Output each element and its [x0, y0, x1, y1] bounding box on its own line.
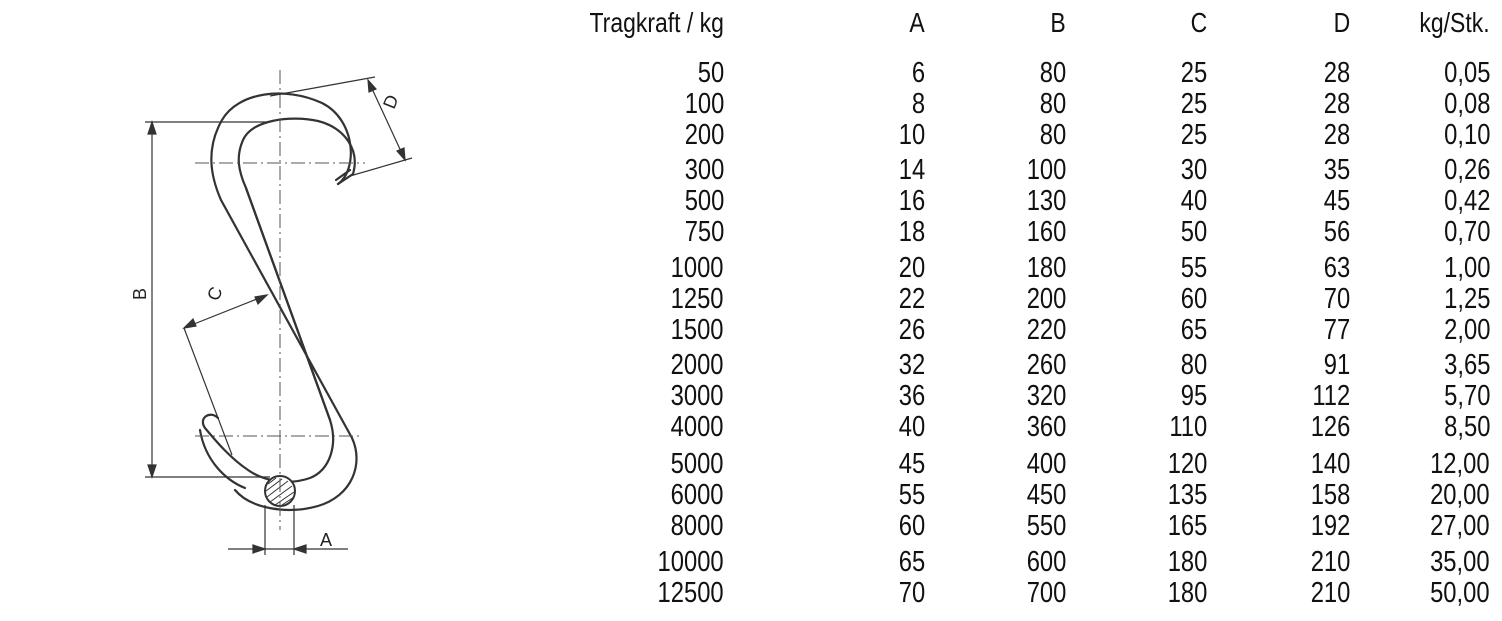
cell-b: 80 — [1039, 88, 1066, 121]
cell-b: 550 — [1026, 510, 1066, 543]
cell-a: 8 — [911, 88, 925, 121]
cell-d: 140 — [1310, 448, 1350, 480]
cell-d: 28 — [1323, 119, 1350, 152]
cell-tragkraft: 8000 — [671, 510, 724, 543]
cell-d: 126 — [1310, 411, 1350, 444]
cell-gewicht: 20,00 — [1430, 479, 1490, 512]
cell-gewicht: 0,05 — [1443, 57, 1490, 89]
cell-b: 80 — [1039, 57, 1066, 89]
column-header-tragkraft: Tragkraft / kg — [589, 7, 724, 38]
cell-c: 95 — [1180, 380, 1207, 413]
cell-d: 35 — [1323, 154, 1350, 186]
dimension-a-label: A — [320, 530, 333, 550]
cell-tragkraft: 1250 — [671, 283, 724, 316]
cell-b: 130 — [1026, 185, 1066, 218]
cell-b: 220 — [1026, 314, 1066, 347]
cell-gewicht: 50,00 — [1430, 577, 1490, 610]
cell-a: 14 — [898, 154, 925, 186]
cell-b: 100 — [1026, 154, 1066, 186]
cell-a: 18 — [898, 216, 925, 249]
cell-b: 180 — [1026, 252, 1066, 284]
cell-gewicht: 35,00 — [1430, 546, 1490, 578]
dimension-c — [184, 295, 267, 455]
cell-tragkraft: 3000 — [671, 380, 724, 413]
cell-b: 80 — [1039, 119, 1066, 152]
column-header-d: D — [1333, 7, 1350, 38]
cell-d: 112 — [1312, 380, 1350, 413]
hook-outline — [200, 94, 357, 510]
cell-tragkraft: 1000 — [671, 252, 724, 284]
cell-gewicht: 0,70 — [1443, 216, 1490, 249]
cell-b: 160 — [1026, 216, 1066, 249]
cell-a: 70 — [898, 577, 925, 610]
cell-tragkraft: 4000 — [671, 411, 724, 444]
cell-c: 40 — [1180, 185, 1207, 218]
cell-a: 36 — [898, 380, 925, 413]
cell-c: 25 — [1180, 88, 1207, 121]
cell-gewicht: 3,65 — [1443, 349, 1490, 381]
cell-c: 120 — [1167, 448, 1207, 480]
cell-c: 110 — [1169, 411, 1207, 444]
cell-d: 192 — [1310, 510, 1350, 543]
cell-a: 6 — [911, 57, 925, 89]
cell-gewicht: 27,00 — [1430, 510, 1490, 543]
cell-c: 135 — [1167, 479, 1207, 512]
cell-d: 77 — [1323, 314, 1350, 347]
cell-b: 600 — [1026, 546, 1066, 578]
cell-c: 25 — [1180, 57, 1207, 89]
cell-d: 63 — [1323, 252, 1350, 284]
cell-a: 60 — [898, 510, 925, 543]
column-header-gewicht: kg/Stk. — [1419, 7, 1490, 38]
cell-c: 60 — [1180, 283, 1207, 316]
cell-gewicht: 5,70 — [1443, 380, 1490, 413]
cell-c: 180 — [1167, 577, 1207, 610]
dimension-c-label: C — [203, 283, 227, 304]
cell-gewicht: 0,42 — [1443, 185, 1490, 218]
dimension-d-label: D — [379, 91, 403, 112]
cell-tragkraft: 300 — [684, 154, 724, 186]
cell-c: 80 — [1180, 349, 1207, 381]
cell-a: 10 — [898, 119, 925, 152]
cell-tragkraft: 50 — [697, 57, 724, 89]
cell-tragkraft: 200 — [684, 119, 724, 152]
cell-a: 20 — [898, 252, 925, 284]
cell-gewicht: 0,10 — [1443, 119, 1490, 152]
cell-a: 26 — [898, 314, 925, 347]
cell-gewicht: 8,50 — [1443, 411, 1490, 444]
cell-gewicht: 0,26 — [1443, 154, 1490, 186]
cell-gewicht: 12,00 — [1430, 448, 1490, 480]
cell-gewicht: 2,00 — [1443, 314, 1490, 347]
cell-gewicht: 1,00 — [1443, 252, 1490, 284]
cell-tragkraft: 10000 — [657, 546, 724, 578]
cell-d: 210 — [1310, 546, 1350, 578]
s-hook-drawing — [0, 0, 520, 621]
cell-tragkraft: 1500 — [671, 314, 724, 347]
cell-c: 25 — [1180, 119, 1207, 152]
cell-b: 320 — [1026, 380, 1066, 413]
cell-b: 700 — [1026, 577, 1066, 610]
cell-d: 28 — [1323, 88, 1350, 121]
cell-a: 40 — [898, 411, 925, 444]
cell-a: 55 — [898, 479, 925, 512]
cell-b: 260 — [1026, 349, 1066, 381]
cell-d: 45 — [1323, 185, 1350, 218]
column-header-a: A — [909, 7, 925, 38]
cell-c: 55 — [1180, 252, 1207, 284]
cell-a: 22 — [898, 283, 925, 316]
cell-b: 400 — [1026, 448, 1066, 480]
cell-gewicht: 0,08 — [1443, 88, 1490, 121]
spec-table — [540, 0, 1492, 621]
cell-a: 65 — [898, 546, 925, 578]
cell-b: 360 — [1026, 411, 1066, 444]
cell-tragkraft: 12500 — [657, 577, 724, 610]
dimension-d — [270, 77, 412, 176]
dimension-b — [145, 122, 270, 477]
cell-d: 28 — [1323, 57, 1350, 89]
dimension-b-label: B — [130, 287, 150, 300]
cell-c: 165 — [1167, 510, 1207, 543]
cell-tragkraft: 500 — [684, 185, 724, 218]
cell-c: 65 — [1180, 314, 1207, 347]
column-header-c: C — [1190, 7, 1207, 38]
cell-a: 32 — [898, 349, 925, 381]
cell-gewicht: 1,25 — [1443, 283, 1490, 316]
cell-d: 56 — [1323, 216, 1350, 249]
cell-b: 200 — [1026, 283, 1066, 316]
cell-a: 16 — [898, 185, 925, 218]
cell-tragkraft: 6000 — [671, 479, 724, 512]
cell-d: 158 — [1310, 479, 1350, 512]
cell-c: 180 — [1167, 546, 1207, 578]
cell-tragkraft: 100 — [684, 88, 724, 121]
cell-tragkraft: 750 — [684, 216, 724, 249]
cell-c: 50 — [1180, 216, 1207, 249]
cell-b: 450 — [1026, 479, 1066, 512]
cell-a: 45 — [898, 448, 925, 480]
cell-d: 91 — [1323, 349, 1350, 381]
cell-tragkraft: 5000 — [671, 448, 724, 480]
cell-d: 210 — [1310, 577, 1350, 610]
column-header-b: B — [1050, 7, 1066, 38]
cell-c: 30 — [1180, 154, 1207, 186]
cell-tragkraft: 2000 — [671, 349, 724, 381]
cell-d: 70 — [1323, 283, 1350, 316]
